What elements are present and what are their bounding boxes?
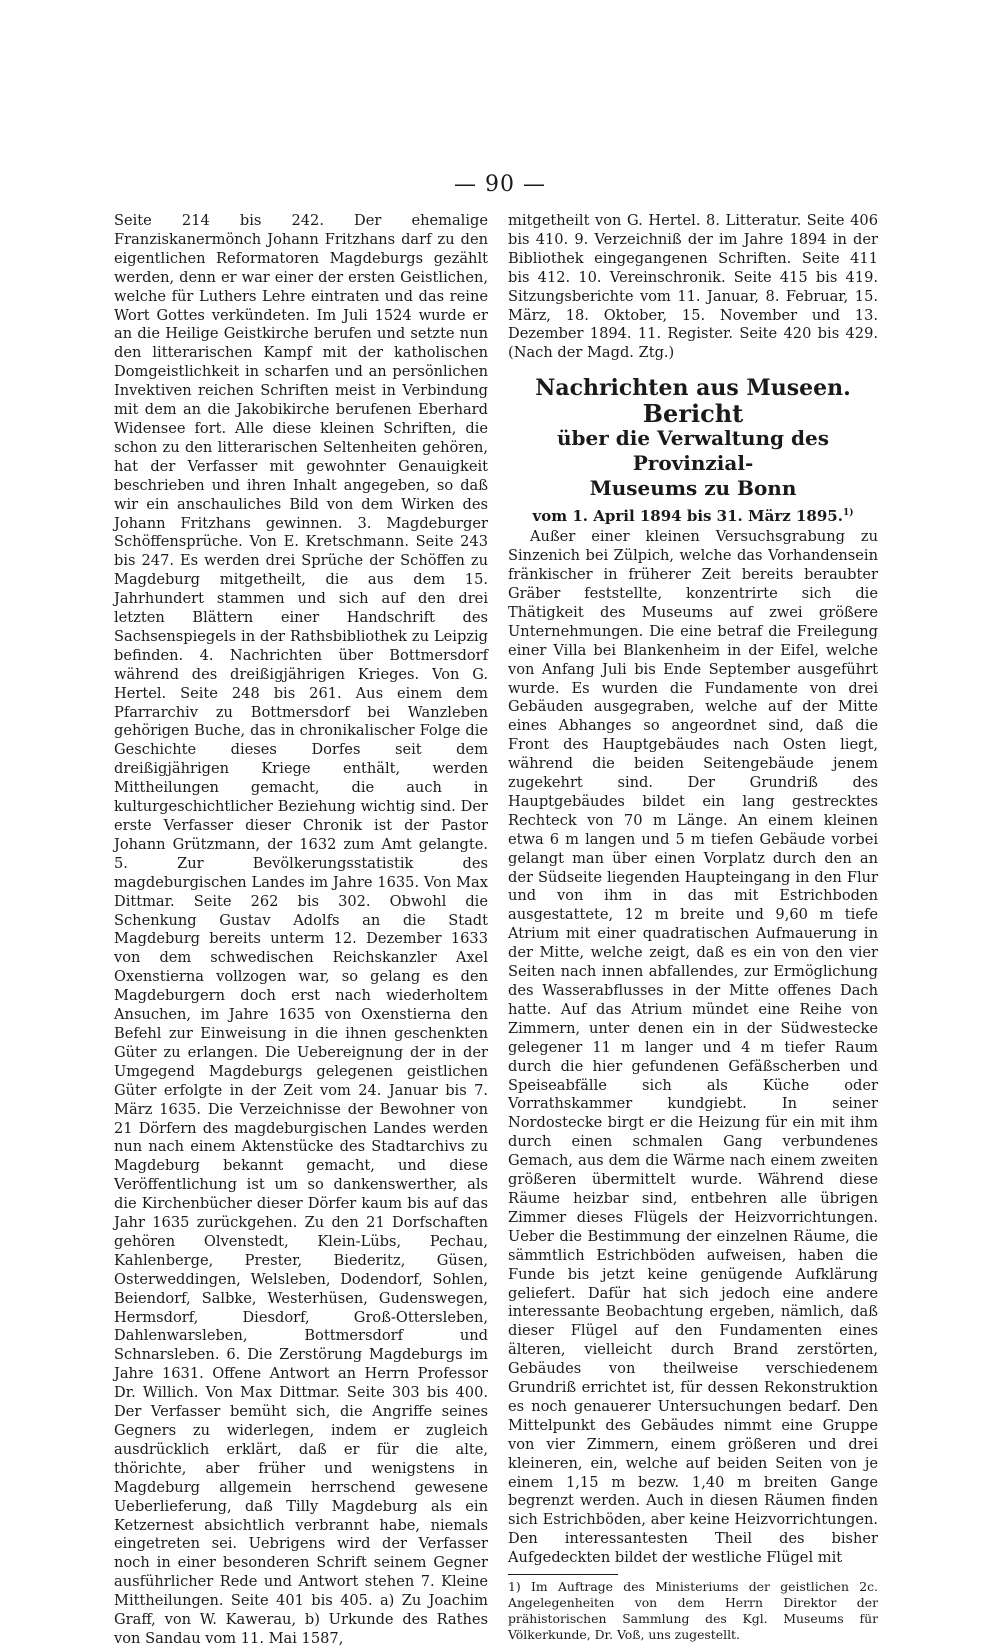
left-column	[114, 212, 488, 1649]
report-date-text: vom 1. April 1894 bis 31. März 1895.	[532, 507, 843, 526]
page-number: — 90 —	[454, 172, 546, 197]
report-title-line-1: über die Verwaltung des Provinzial-	[557, 426, 829, 476]
footnote-marker: 1)	[842, 508, 854, 519]
footnote: 1) Im Auftrage des Ministeriums der geistlichen 2c. Angelegenheiten von dem Herrn Direktor der prähistorischen Sammlung des Kgl. Museums für Völkerkunde, Dr. Voß, uns zugestellt.	[508, 1579, 878, 1643]
footnote-divider	[508, 1574, 618, 1575]
report-title-line-2: Museums zu Bonn	[589, 476, 797, 501]
report-body: Außer einer kleinen Versuchsgrabung zu Sinzenich bei Zülpich, welche das Vorhandensein fränkischer in früherer Zeit bereits beraubter Gräber feststellte, konzentrirte sich die Thätigkeit des Museums auf zwei größere Unternehmungen. Die eine betraf die Freilegung einer Villa bei Blankenheim in der Eifel, welche von Anfang Juli bis Ende September ausgeführt wurde. Es wurden die Fundamente von drei Gebäuden ausgegraben, welche auf der Mitte eines Abhanges so angeordnet sind, daß die Front des Hauptgebäudes nach Osten liegt, während die beiden Seitengebäude jenem zugekehrt sind. Der Grundriß des Hauptgebäudes bildet ein lang gestrecktes Rechteck von 70 m Länge. An einem kleinen etwa 6 m langen und 5 m tiefen Gebäude vorbei gelangt man über einen Vorplatz durch den an der Südseite liegenden Haupteingang in den Flur und von ihm in das mit Estrichboden ausgestattete, 12 m breite und 9,60 m tiefe Atrium mit einer quadratischen Aufmauerung in der Mitte, welche zeigt, daß es ein von den vier Seiten nach innen abfallendes, zur Ermöglichung des Wasserabflusses in der Mitte offenes Dach hatte. Auf das Atrium mündet eine Reihe von Zimmern, unter denen ein in der Südwestecke gelegener 11 m langer und 4 m tiefer Raum durch die hier gefundenen Gefäßscherben und Speiseabfälle sich als Küche oder Vorrathskammer kundgiebt. In seiner Nordostecke birgt er die Heizung für ein mit ihm durch einen schmalen Gang verbundenes Gemach, aus dem die Wärme nach einem zweiten größeren übermittelt wurde. Während diese Räume heizbar sind, entbehren alle übrigen Zimmer dieses Flügels der Heizvorrichtungen. Ueber die Bestimmung der einzelnen Räume, die sämmtlich Estrichböden aufweisen, haben die Funde bis jetzt keine genügende Aufklärung geliefert. Dafür hat sich jedoch eine andere interessante Beobachtung ergeben, nämlich, daß dieser Flügel auf den Fundamenten eines älteren, vielleicht durch Brand zerstörten, Gebäudes von theilweise verschiedenem Grundriß errichtet ist, für dessen Rekonstruktion es noch genauerer Untersuchungen bedarf. Den Mittelpunkt des Gebäudes nimmt eine Gruppe von vier Zimmern, einem größeren und drei kleineren, ein, welche auf beiden Seiten von je einem 1,15 m bezw. 1,40 m breiten Gange begrenzt werden. Auch in diesen Räumen finden sich Estrichböden, aber keine Heizvorrichtungen. Den interessantesten Theil des bisher Aufgedeckten bildet der westliche Flügel mit	[508, 528, 878, 1567]
report-date-line	[508, 503, 878, 526]
report-heading: Bericht	[642, 399, 744, 429]
right-column-continuation: mitgetheilt von G. Hertel. 8. Litteratur. Seite 406 bis 410. 9. Verzeichniß der im Jahre 1894 in der Bibliothek eingegangenen Schriften. Seite 411 bis 412. 10. Vereinschronik. Seite 415 bis 419. Sitzungsberichte vom 11. Januar, 8. Februar, 15. März, 18. Oktober, 15. November und 13. Dezember 1894. 11. Register. Seite 420 bis 429. (Nach der Magd. Ztg.)	[508, 212, 878, 362]
left-column-text: Seite 214 bis 242. Der ehemalige Franziskanermönch Johann Fritzhans darf zu den eigentlichen Reformatoren Magdeburgs gezählt werden, denn er war einer der ersten Geistlichen, welche für Luthers Lehre eintraten und das reine Wort Gottes verkündeten. Im Juli 1524 wurde er an die Heilige Geistkirche berufen und setzte nun den litterarischen Kampf mit der katholischen Domgeistlichkeit in scharfen und an persönlichen Invektiven reichen Schriften meist in Verbindung mit dem an die Jakobikirche berufenen Eberhard Widensee fort. Alle diese kleinen Schriften, die schon zu den litterarischen Seltenheiten gehören, hat der Verfasser mit gewohnter Genauigkeit beschrieben und ihren Inhalt angegeben, so daß wir ein anschauliches Bild von dem Wirken des Johann Fritzhans gewinnen. 3. Magdeburger Schöffensprüche. Von E. Kretschmann. Seite 243 bis 247. Es werden drei Sprüche der Schöffen zu Magdeburg mitgetheilt, die aus dem 15. Jahrhundert stammen und sich auf den drei letzten Blättern einer Handschrift des Sachsenspiegels in der Rathsbibliothek zu Leipzig befinden. 4. Nachrichten über Bottmersdorf während des dreißigjährigen Krieges. Von G. Hertel. Seite 248 bis 261. Aus einem dem Pfarrarchiv zu Bottmersdorf bei Wanzleben gehörigen Buche, das in chronikalischer Folge die Geschichte dieses Dorfes seit dem dreißigjährigen Kriege enthält, werden Mittheilungen gemacht, die auch in kulturgeschichtlicher Beziehung wichtig sind. Der erste Verfasser dieser Chronik ist der Pastor Johann Grützmann, der 1632 zum Amt gelangte. 5. Zur Bevölkerungsstatistik des magdeburgischen Landes im Jahre 1635. Von Max Dittmar. Seite 262 bis 302. Obwohl die Schenkung Gustav Adolfs an die Stadt Magdeburg bereits unterm 12. Dezember 1633 von dem schwedischen Reichskanzler Axel Oxenstierna vollzogen war, so gelang es den Magdeburgern doch erst nach wiederholtem Ansuchen, im Jahre 1635 von Oxenstierna den Befehl zur Einweisung in die ihnen geschenkten Güter zu erlangen. Die Uebereignung der in der Umgegend Magdeburgs gelegenen geistlichen Güter erfolgte in der Zeit vom 24. Januar bis 7. März 1635. Die Verzeichnisse der Bewohner von 21 Dörfern des magdeburgischen Landes werden nun nach einem Aktenstücke des Stadtarchivs zu Magdeburg bekannt gemacht, und diese Veröffentlichung ist um so dankenswerther, als die Kirchenbücher dieser Dörfer kaum bis auf das Jahr 1635 zurückgehen. Zu den 21 Dorfschaften gehören Olvenstedt, Klein-Lübs, Pechau, Kahlenberge, Prester, Biederitz, Güsen, Osterweddingen, Welsleben, Dodendorf, Sohlen, Beiendorf, Salbke, Westerhüsen, Gudenswegen, Hermsdorf, Diesdorf, Groß-Ottersleben, Dahlenwarsleben, Bottmersdorf und Schnarsleben. 6. Die Zerstörung Magdeburgs im Jahre 1631. Offene Antwort an Herrn Professor Dr. Willich. Von Max Dittmar. Seite 303 bis 400. Der Verfasser bemüht sich, die Angriffe seines Gegners zu widerlegen, indem er zugleich ausdrücklich erklärt, daß er für die alte, thörichte, aber früher und wenigstens in Magdeburg allgemein herrschend gewesene Ueberlieferung, daß Tilly Magdeburg als ein Ketzernest absichtlich verbrannt habe, niemals eingetreten sei. Uebrigens wird der Verfasser noch in einer besonderen Schrift seinem Gegner ausführlicher Rede und Antwort stehen 7. Kleine Mittheilungen. Seite 401 bis 405. a) Zu Joachim Graff, von W. Kawerau, b) Urkunde des Rathes von Sandau vom 11. Mai 1587,	[114, 212, 488, 1647]
right-column	[508, 212, 878, 1643]
section-title: Nachrichten aus Museen.	[535, 375, 851, 402]
